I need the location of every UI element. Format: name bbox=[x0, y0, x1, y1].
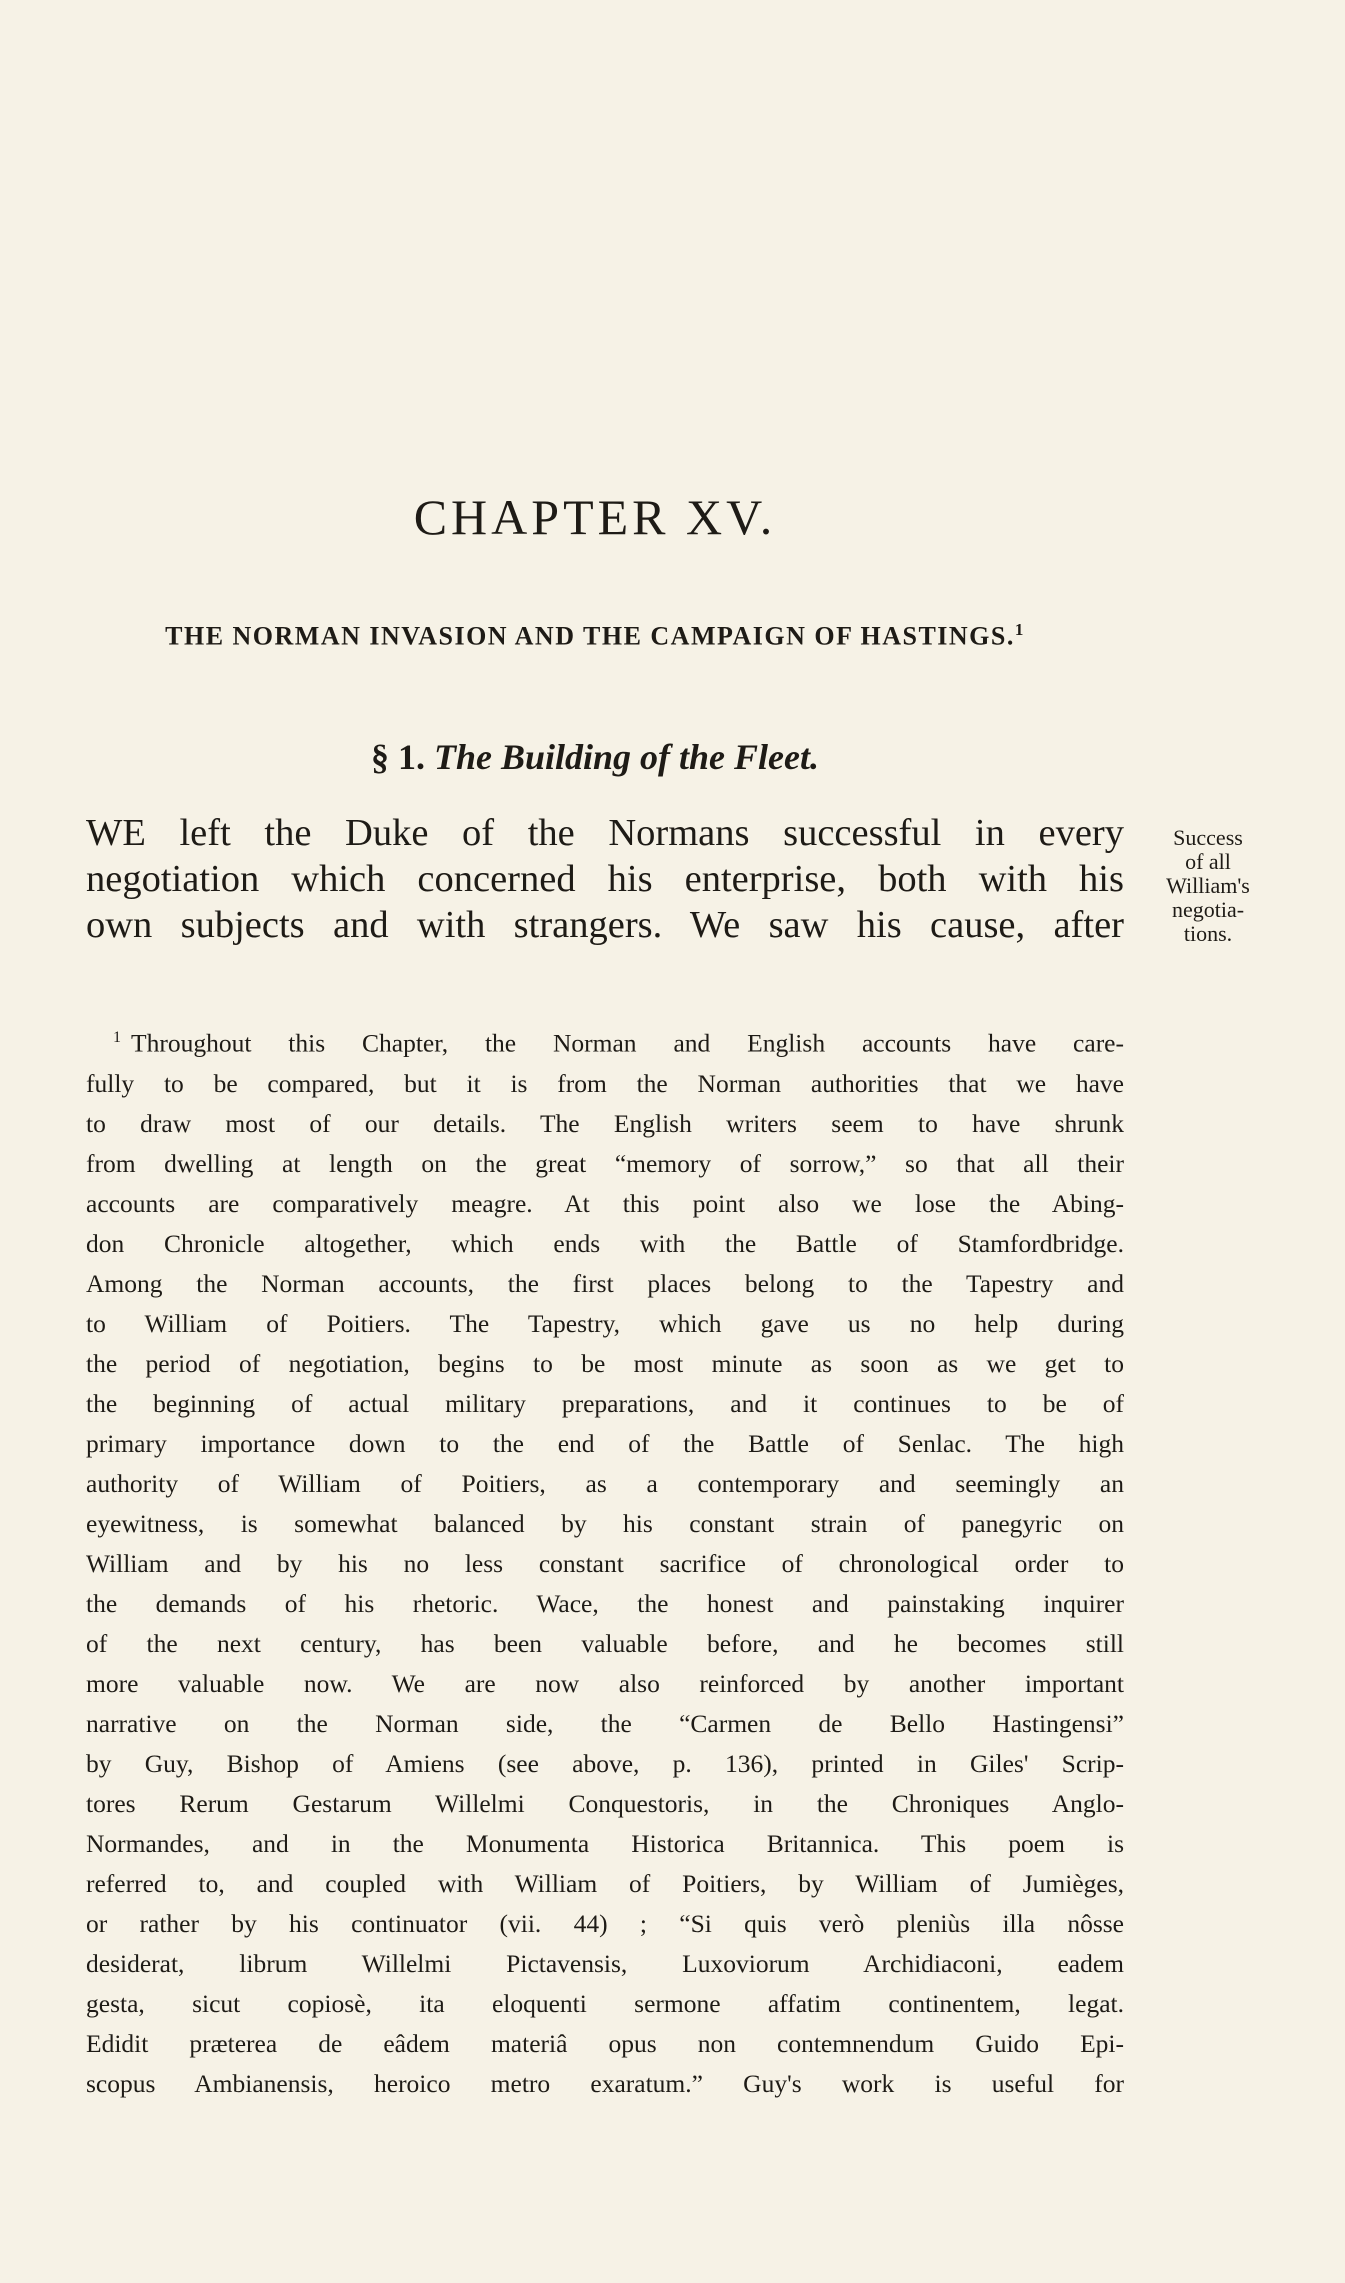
footnote-line: accounts are comparatively meagre. At this point also we lose the Abing- bbox=[86, 1188, 1124, 1218]
footnote-line: referred to, and coupled with William of Poitiers, by William of Jumièges, bbox=[86, 1868, 1124, 1898]
body-line: negotiation which concerned his enterprise, both with his bbox=[86, 858, 1124, 900]
section-title: The Building of the Fleet. bbox=[433, 737, 819, 777]
section-number: § 1. bbox=[370, 737, 425, 777]
footnote-line: the period of negotiation, begins to be most minute as soon as we get to bbox=[86, 1348, 1124, 1378]
margin-note-line: tions. bbox=[1183, 921, 1233, 946]
footnote-line: Edidit præterea de eâdem materiâ opus non contemnendum Guido Epi- bbox=[86, 2028, 1124, 2058]
footnote-line: authority of William of Poitiers, as a contemporary and seemingly an bbox=[86, 1468, 1124, 1498]
footnote-line bbox=[86, 1018, 1124, 1064]
body-line: WE left the Duke of the Normans successful in every bbox=[86, 812, 1124, 854]
footnote-line: to draw most of our details. The English writers seem to have shrunk bbox=[86, 1108, 1124, 1138]
margin-note-line: of all bbox=[1185, 849, 1231, 874]
footnote-line: of the next century, has been valuable before, and he becomes still bbox=[86, 1628, 1124, 1658]
footnote-line: tores Rerum Gestarum Willelmi Conquestoris, in the Chroniques Anglo- bbox=[86, 1788, 1124, 1818]
margin-note-line: William's bbox=[1166, 873, 1250, 898]
chapter-title: CHAPTER XV. bbox=[413, 489, 777, 545]
footnote-line: gesta, sicut copiosè, ita eloquenti sermone affatim continentem, legat. bbox=[86, 1988, 1124, 2018]
footnote-line: or rather by his continuator (vii. 44) ; “Si quis verò pleniùs illa nôsse bbox=[86, 1908, 1124, 1938]
footnote bbox=[86, 1018, 1124, 2104]
footnote-line: eyewitness, is somewhat balanced by his constant strain of panegyric on bbox=[86, 1508, 1124, 1538]
footnote-line: more valuable now. We are now also reinforced by another important bbox=[86, 1668, 1124, 1698]
footnote-line: don Chronicle altogether, which ends with the Battle of Stamfordbridge. bbox=[86, 1228, 1124, 1258]
chapter-subtitle bbox=[0, 620, 1190, 652]
footnote-line: to William of Poitiers. The Tapestry, which gave us no help during bbox=[86, 1308, 1124, 1338]
footnote-line: from dwelling at length on the great “memory of sorrow,” so that all their bbox=[86, 1148, 1124, 1178]
body-paragraph bbox=[86, 810, 1124, 948]
margin-note-line: negotia- bbox=[1171, 897, 1245, 922]
footnote-line: William and by his no less constant sacrifice of chronological order to bbox=[86, 1548, 1124, 1578]
footnote-line: the beginning of actual military preparations, and it continues to be of bbox=[86, 1388, 1124, 1418]
body-line: own subjects and with strangers. We saw his cause, after bbox=[86, 904, 1124, 946]
footnote-line-text: Throughout this Chapter, the Norman and English accounts have care- bbox=[131, 1028, 1124, 1058]
footnote-line: the demands of his rhetoric. Wace, the honest and painstaking inquirer bbox=[86, 1588, 1124, 1618]
chapter-subtitle-text: THE NORMAN INVASION AND THE CAMPAIGN OF HASTINGS. bbox=[165, 621, 1015, 651]
footnote-line: by Guy, Bishop of Amiens (see above, p. 136), printed in Giles' Scrip- bbox=[86, 1748, 1124, 1778]
footnote-line: Normandes, and in the Monumenta Historica Britannica. This poem is bbox=[86, 1828, 1124, 1858]
footnote-reference: 1 bbox=[1014, 620, 1025, 639]
section-heading bbox=[0, 736, 1190, 778]
footnote-line: primary importance down to the end of the Battle of Senlac. The high bbox=[86, 1428, 1124, 1458]
margin-note-line: Success bbox=[1173, 825, 1243, 850]
margin-note bbox=[1133, 826, 1283, 946]
footnote-line: Among the Norman accounts, the first places belong to the Tapestry and bbox=[86, 1268, 1124, 1298]
footnote-line: desiderat, librum Willelmi Pictavensis, Luxoviorum Archidiaconi, eadem bbox=[86, 1948, 1124, 1978]
footnote-marker: 1 bbox=[113, 1029, 121, 1046]
footnote-line: scopus Ambianensis, heroico metro exaratum.” Guy's work is useful for bbox=[86, 2068, 1124, 2098]
footnote-line: narrative on the Norman side, the “Carmen de Bello Hastingensi” bbox=[86, 1708, 1124, 1738]
footnote-line: fully to be compared, but it is from the Norman authorities that we have bbox=[86, 1068, 1124, 1098]
